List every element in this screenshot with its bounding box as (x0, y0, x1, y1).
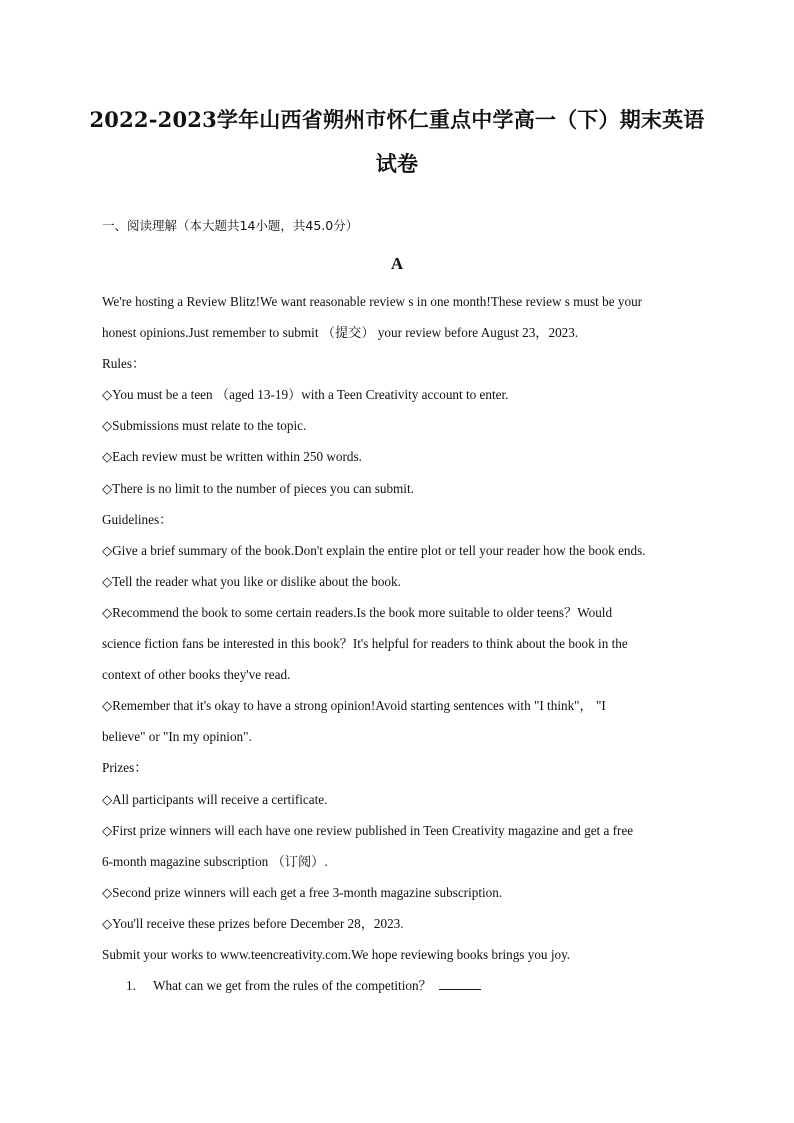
answer-blank[interactable] (439, 977, 481, 990)
prize-item-cont: 6-month magazine subscription （订阅）. (102, 853, 328, 869)
passage-line: Submit your works to www.teencreativity.com.We hope reviewing books brings you joy. (102, 946, 571, 962)
prize-item: ◇All participants will receive a certificate. (102, 791, 328, 807)
passage-label: A (390, 254, 404, 273)
guidelines-heading: Guidelines： (102, 511, 173, 527)
rules-heading: Rules： (102, 356, 146, 372)
passage-line: We're hosting a Review Blitz!We want reasonable review s in one month!These review s must be your (102, 294, 643, 309)
prizes-heading: Prizes： (102, 760, 148, 776)
rule-item: ◇Submissions must relate to the topic. (102, 418, 307, 434)
title-line-2: 试卷 (375, 151, 419, 176)
question-number: 1. (126, 978, 136, 994)
guideline-item: ◇Tell the reader what you like or dislike about the book. (102, 573, 401, 589)
passage-body (102, 286, 702, 1001)
title-line-1: 2022-2023学年山西省朔州市怀仁重点中学高一（下）期末英语 (89, 107, 705, 132)
rule-item: ◇There is no limit to the number of pieces you can submit. (102, 480, 414, 496)
question-text: What can we get from the rules of the competition？ (153, 978, 432, 994)
guideline-item-cont: context of other books they've read. (102, 667, 291, 683)
rule-item: ◇Each review must be written within 250 words. (102, 449, 362, 465)
prize-item: ◇Second prize winners will each get a free 3-month magazine subscription. (102, 884, 503, 900)
guideline-item-cont: believe" or "In my opinion". (102, 729, 252, 745)
question-1 (102, 970, 702, 1001)
page-title (70, 98, 724, 186)
guideline-item: ◇Recommend the book to some certain readers.Is the book more suitable to older teens？Would (102, 604, 613, 620)
guideline-item: ◇Remember that it's okay to have a strong opinion!Avoid starting sentences with "I think"， "I (102, 698, 606, 714)
guideline-item-cont: science fiction fans be interested in this book？It's helpful for readers to think about the book in the (102, 636, 628, 652)
guideline-item: ◇Give a brief summary of the book.Don't explain the entire plot or tell your reader how the book ends. (102, 542, 646, 558)
prize-item: ◇First prize winners will each have one review published in Teen Creativity magazine and get a free (102, 822, 634, 838)
section-heading: 一、阅读理解（本大题共14小题，共45.0分） (102, 218, 359, 233)
rule-item: ◇You must be a teen （aged 13-19）with a Teen Creativity account to enter. (102, 387, 509, 403)
prize-item: ◇You'll receive these prizes before December 28，2023. (102, 915, 404, 931)
passage-line: honest opinions.Just remember to submit （提交） your review before August 23，2023. (102, 325, 579, 341)
